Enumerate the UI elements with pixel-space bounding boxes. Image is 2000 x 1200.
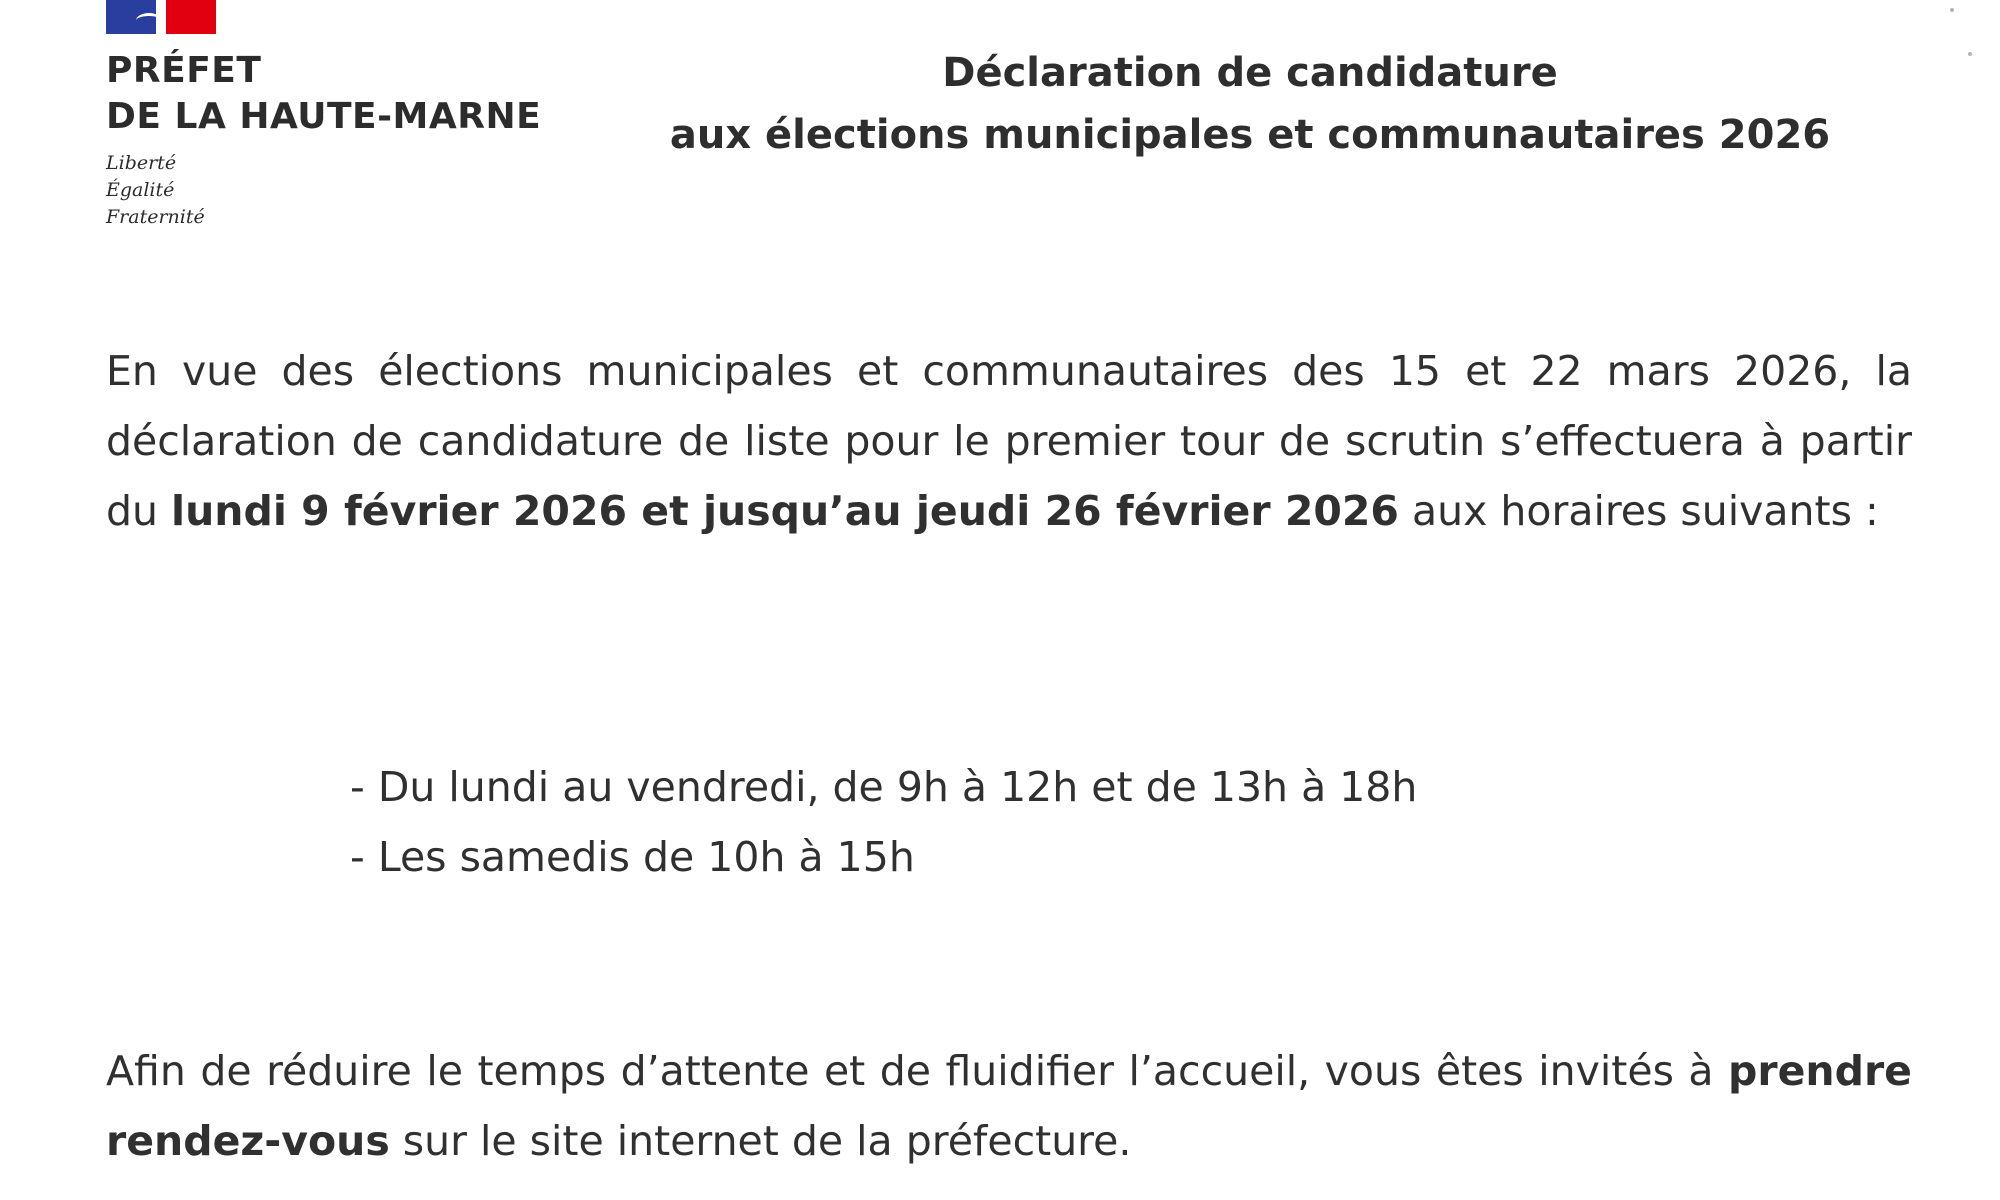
schedule-list <box>350 752 1417 892</box>
motto-fraternite: Fraternité <box>106 206 205 228</box>
prefecture-name-line1: PRÉFET <box>106 50 262 91</box>
motto-egalite: Égalité <box>106 179 175 201</box>
document-title <box>600 42 1900 166</box>
intro-paragraph <box>106 336 1912 546</box>
motto-liberte: Liberté <box>106 152 177 174</box>
appointment-text-before: Afin de réduire le temps d’attente et de fluidifier l’accueil, vous êtes invités à <box>106 1047 1729 1095</box>
marianne-flag-icon <box>106 0 216 34</box>
appointment-paragraph <box>106 1036 1912 1176</box>
title-line1: Déclaration de candidature <box>942 50 1558 96</box>
scan-speck <box>1968 52 1972 56</box>
intro-dates-bold: lundi 9 février 2026 et jusqu’au jeudi 26 février 2026 <box>171 487 1399 535</box>
intro-text-before: En vue des élections municipales et communautaires des 15 et 22 mars 2026, la déclaration de candidature de liste pour le premier tour de scrutin s’effectuera à partir du <box>106 347 1912 535</box>
prefecture-logo-block <box>106 0 586 231</box>
schedule-item-weekdays: - Du lundi au vendredi, de 9h à 12h et de 13h à 18h <box>350 763 1418 811</box>
republic-motto <box>106 150 586 231</box>
title-line2: aux élections municipales et communautaires 2026 <box>669 112 1831 158</box>
appointment-bold: prendre rendez-vous <box>106 1047 1912 1165</box>
intro-text-after: aux horaires suivants : <box>1398 487 1879 535</box>
schedule-item-saturdays: - Les samedis de 10h à 15h <box>350 833 915 881</box>
scan-speck <box>1950 8 1954 12</box>
prefecture-name-line2: DE LA HAUTE-MARNE <box>106 96 542 137</box>
appointment-text-after: sur le site internet de la préfecture. <box>389 1117 1132 1165</box>
